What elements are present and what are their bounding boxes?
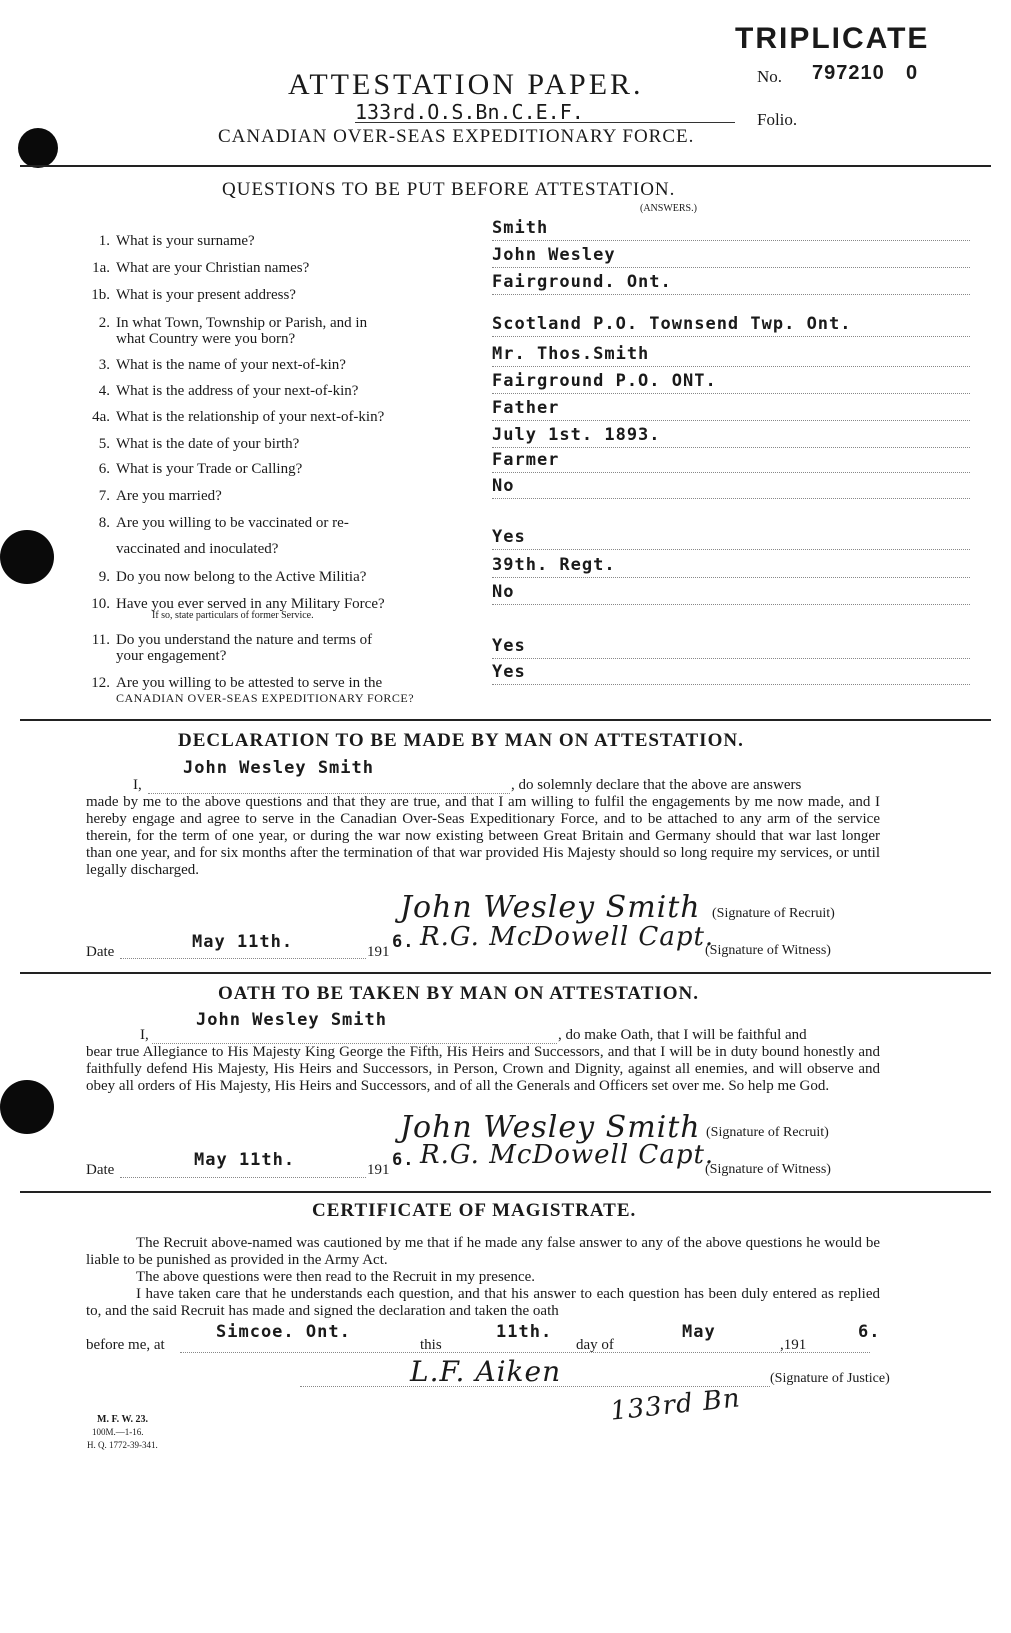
question-number: 1a.: [92, 260, 110, 276]
punch-hole-top: [18, 128, 58, 168]
oath-i-label: I,: [140, 1027, 149, 1043]
declaration-text: made by me to the above questions and that they are true, and that I am willing to fulfil the engagements by me now made, and I hereby engage and agree to serve in the Canadian Over-Seas Expeditionary Force, and to be attached to any arm of the service therein, for the term of one year, or during the war now existing between Great Britain and Germany should that war last longer than one year, and for six months after the termination of that war provided His Majesty should so long require my services, or until legally discharged.: [86, 794, 880, 878]
justice-label: (Signature of Justice): [770, 1371, 890, 1386]
question-row: [86, 383, 358, 400]
answer-line: [492, 420, 970, 421]
declaration-date-line: [120, 958, 366, 959]
question-number: 10.: [91, 596, 110, 612]
oath-year-suffix: 6.: [392, 1150, 415, 1170]
answer-value: No: [492, 582, 515, 602]
question-row: [86, 409, 384, 426]
answer-line: [492, 336, 970, 337]
declaration-heading: DECLARATION TO BE MADE BY MAN ON ATTESTATION.: [178, 730, 744, 751]
answer-line: [492, 447, 970, 448]
oath-rule: [20, 972, 991, 974]
question-row: [86, 357, 346, 374]
answer-value: Yes: [492, 636, 526, 656]
question-number: 1b.: [91, 287, 110, 303]
answer-value: No: [492, 476, 515, 496]
question-text: What is the name of your next-of-kin?: [116, 357, 346, 373]
question-row: [86, 515, 349, 532]
question-text-continued: If so, state particulars of former Service.: [152, 610, 314, 621]
oath-heading: OATH TO BE TAKEN BY MAN ON ATTESTATION.: [218, 983, 700, 1004]
question-text-continued: CANADIAN OVER-SEAS EXPEDITIONARY FORCE?: [116, 691, 415, 705]
question-row: [86, 436, 299, 453]
answer-line: [492, 267, 970, 268]
justice-signature: L.F. Aiken: [410, 1355, 562, 1388]
declaration-recruit-label: (Signature of Recruit): [712, 906, 835, 921]
question-row: [86, 287, 296, 304]
oath-date: May 11th.: [194, 1150, 296, 1170]
answer-value: 39th. Regt.: [492, 555, 616, 575]
oath-witness-label: (Signature of Witness): [705, 1162, 831, 1177]
declaration-year-prefix: 191: [367, 944, 390, 960]
oath-recruit-label: (Signature of Recruit): [706, 1125, 829, 1140]
question-text-continued: what Country were you born?: [116, 331, 296, 347]
answer-line: [492, 684, 970, 685]
question-text: What are your Christian names?: [116, 260, 310, 276]
answer-line: [492, 604, 970, 605]
question-number: 6.: [98, 461, 110, 477]
certificate-year-suffix: 6.: [858, 1322, 881, 1342]
answer-value: Yes: [492, 662, 526, 682]
declaration-witness-signature: R.G. McDowell Capt.: [420, 922, 715, 952]
question-row: [86, 315, 367, 332]
declaration-year-suffix: 6.: [392, 932, 415, 952]
answer-line: [492, 240, 970, 241]
answer-line: [492, 577, 970, 578]
certificate-day: 11th.: [496, 1322, 553, 1342]
answer-value: Yes: [492, 527, 526, 547]
question-row: [86, 675, 382, 692]
declaration-recruit-signature: John Wesley Smith: [400, 890, 701, 925]
question-text: In what Town, Township or Parish, and in: [116, 315, 368, 331]
force-name: CANADIAN OVER-SEAS EXPEDITIONARY FORCE.: [218, 126, 695, 147]
certificate-rule: [20, 1191, 991, 1193]
answer-value: Mr. Thos.Smith: [492, 344, 650, 364]
certificate-year-prefix: ,191: [780, 1337, 807, 1353]
answer-value: Smith: [492, 218, 549, 238]
print-run: 100M.—1-16.: [92, 1427, 144, 1437]
unit-stamp: 133rd Bn: [608, 1383, 743, 1427]
oath-name: John Wesley Smith: [196, 1010, 387, 1030]
page-title: ATTESTATION PAPER.: [288, 68, 644, 101]
declaration-i-label: I,: [133, 777, 142, 793]
question-text: What is your present address?: [116, 287, 296, 303]
certificate-paragraph-2: The above questions were then read to the Recruit in my presence.: [136, 1269, 536, 1285]
question-text: What is your Trade or Calling?: [116, 461, 303, 477]
answer-value: Fairground. Ont.: [492, 272, 672, 292]
certificate-place: Simcoe. Ont.: [216, 1322, 351, 1342]
question-number: 4a.: [92, 409, 110, 425]
certificate-paragraph-3: I have taken care that he understands each question, and that his answer to each question has been duly entered as replied to, and the said Recruit has made and signed the declaration and taken the oath: [86, 1286, 880, 1319]
question-text: What is the address of your next-of-kin?: [116, 383, 359, 399]
unit-designation: 133rd.O.S.Bn.C.E.F.: [355, 100, 584, 124]
question-number: 11.: [91, 632, 110, 648]
oath-witness-signature: R.G. McDowell Capt.: [420, 1140, 715, 1170]
question-number: 7.: [98, 488, 110, 504]
certificate-day-label: day of: [576, 1337, 614, 1353]
folio-label: Folio.: [757, 110, 798, 129]
certificate-month: May: [682, 1322, 716, 1342]
question-text: Do you understand the nature and terms of: [116, 632, 373, 648]
question-number: 5.: [98, 436, 110, 452]
question-row: [86, 233, 255, 250]
declaration-date-label: Date: [86, 944, 115, 960]
answer-value: Fairground P.O. ONT.: [492, 371, 717, 391]
question-text: Are you willing to be vaccinated or re-: [116, 515, 349, 531]
answer-line: [492, 366, 970, 367]
question-row: [86, 632, 372, 649]
question-text: Are you married?: [116, 488, 222, 504]
declaration-name: John Wesley Smith: [183, 758, 374, 778]
answer-value: John Wesley: [492, 245, 616, 265]
question-text: What is the date of your birth?: [116, 436, 300, 452]
question-number: 2.: [98, 315, 110, 331]
question-row: [86, 488, 222, 505]
answer-value: Farmer: [492, 450, 560, 470]
hq-file: H. Q. 1772-39-341.: [87, 1440, 158, 1450]
question-number: 12.: [91, 675, 110, 691]
declaration-date: May 11th.: [192, 932, 294, 952]
answer-line: [492, 393, 970, 394]
punch-hole-bottom: [0, 1080, 54, 1134]
answer-line: [492, 549, 970, 550]
answers-label: (ANSWERS.): [640, 203, 697, 214]
questions-heading: QUESTIONS TO BE PUT BEFORE ATTESTATION.: [222, 179, 676, 200]
question-number: 1.: [98, 233, 110, 249]
oath-recruit-signature: John Wesley Smith: [400, 1110, 701, 1145]
oath-year-prefix: 191: [367, 1162, 390, 1178]
question-row: [86, 461, 302, 478]
question-text: Are you willing to be attested to serve in the: [116, 675, 383, 691]
declaration-rule: [20, 719, 991, 721]
punch-hole-middle: [0, 530, 54, 584]
answer-line: [492, 294, 970, 295]
oath-text: bear true Allegiance to His Majesty King George the Fifth, His Heirs and Successors, and that I will be in duty bound honestly and faithfully defend His Majesty, His Heirs and Successors, in Person, Crown and Dignity, against all enemies, and will observe and obey all orders of His Majesty, His Heirs and Successors, and of all the Generals and Officers set over me. So help me God.: [86, 1044, 880, 1094]
answer-value: July 1st. 1893.: [492, 425, 661, 445]
oath-text-lead: , do make Oath, that I will be faithful and: [558, 1027, 807, 1043]
declaration-witness-label: (Signature of Witness): [705, 943, 831, 958]
question-row: [86, 569, 366, 586]
question-number: 4.: [98, 383, 110, 399]
form-number: M. F. W. 23.: [97, 1414, 149, 1425]
declaration-text-lead: , do solemnly declare that the above are answers: [511, 777, 802, 793]
question-text: What is your surname?: [116, 233, 255, 249]
certificate-this-label: this: [420, 1337, 442, 1353]
answer-line: [492, 498, 970, 499]
question-text-continued: vaccinated and inoculated?: [116, 541, 279, 557]
question-text-continued: your engagement?: [116, 648, 227, 664]
question-text: Do you now belong to the Active Militia?: [116, 569, 367, 585]
unit-underline: [355, 122, 735, 123]
certificate-line: [180, 1352, 870, 1353]
serial-number: 797210: [812, 62, 885, 84]
serial-suffix: 0: [906, 62, 918, 84]
certificate-heading: CERTIFICATE OF MAGISTRATE.: [312, 1200, 637, 1221]
question-row: [86, 260, 309, 277]
question-number: 9.: [98, 569, 110, 585]
number-label: No.: [757, 67, 783, 86]
header-rule: [20, 165, 991, 167]
question-number: 8.: [98, 515, 110, 531]
certificate-paragraph-1: The Recruit above-named was cautioned by me that if he made any false answer to any of the above questions he would be liable to be punished as provided in the Army Act.: [86, 1235, 880, 1268]
certificate-before-label: before me, at: [86, 1337, 165, 1353]
answer-line: [492, 472, 970, 473]
question-text: Have you ever served in any Military Force?: [116, 596, 385, 612]
oath-date-label: Date: [86, 1162, 115, 1178]
answer-line: [492, 658, 970, 659]
answer-value: Father: [492, 398, 560, 418]
oath-date-line: [120, 1177, 366, 1178]
question-text: What is the relationship of your next-of-kin?: [116, 409, 385, 425]
answer-value: Scotland P.O. Townsend Twp. Ont.: [492, 314, 852, 334]
copy-stamp: TRIPLICATE: [735, 22, 930, 55]
question-number: 3.: [98, 357, 110, 373]
